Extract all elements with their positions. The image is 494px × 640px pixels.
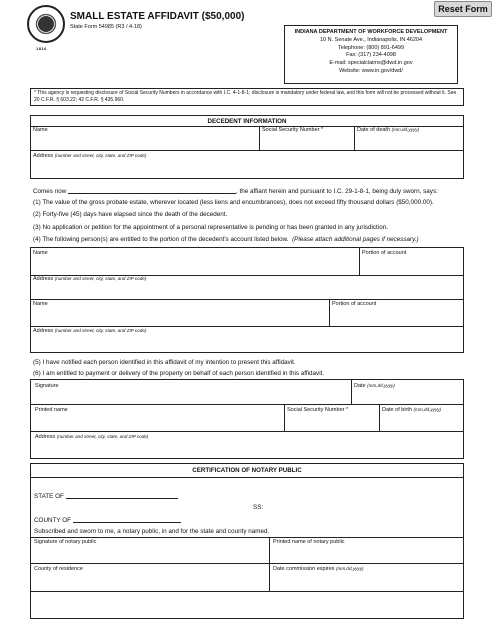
affiant-date-field[interactable]: Date (mm,dd,yyyy) bbox=[354, 383, 395, 389]
affiant-name-input[interactable] bbox=[68, 187, 236, 194]
decedent-ssn-field[interactable]: Social Security Number * bbox=[262, 127, 324, 133]
privacy-notice: * This agency is requesting disclosure of Social Security Numbers in accordance with I.C. 4-1-8-1; disclosure is mandatory under federal law, and this form will not be processed without it. See 20 C.F.R. § 603.22; 42 C.F.R. § 435.960. bbox=[30, 88, 464, 106]
comes-now-line: Comes now , the affiant herein and pursuant to I.C. 29-1-8-1, being duly sworn, says: bbox=[33, 188, 438, 195]
affiant-address-field[interactable]: Address (number and street, city, state, and ZIP code) bbox=[35, 434, 149, 440]
notary-sworn-statement: Subscribed and sworn to me, a notary public, in and for the state and county named. bbox=[34, 528, 270, 535]
person-1-name-field[interactable]: Name bbox=[33, 250, 48, 256]
affiant-section bbox=[30, 379, 464, 459]
notary-county-of-residence-field[interactable]: County of residence bbox=[34, 566, 83, 572]
form-title: SMALL ESTATE AFFIDAVIT ($50,000) bbox=[70, 11, 245, 22]
person-2-portion-field[interactable]: Portion of account bbox=[332, 301, 377, 307]
notary-section-title: CERTIFICATION OF NOTARY PUBLIC bbox=[192, 467, 302, 474]
notary-printed-name-field[interactable]: Printed name of notary public bbox=[273, 539, 345, 545]
person-2-name-field[interactable]: Name bbox=[33, 301, 48, 307]
affiant-signature-field[interactable]: Signature bbox=[35, 383, 59, 389]
agency-info-box bbox=[284, 25, 458, 84]
person-2-address-field[interactable]: Address (number and street, city, state, and ZIP code) bbox=[33, 328, 147, 334]
notary-commission-expires-field[interactable]: Date commission expires (mm,dd,yyyy) bbox=[273, 566, 364, 572]
notary-state-input[interactable] bbox=[66, 492, 178, 499]
statement-6: (6) I am entitled to payment or delivery of the property on behalf of each person identified in this affidavit. bbox=[33, 370, 325, 377]
reset-form-button[interactable]: Reset Form bbox=[434, 1, 492, 17]
agency-email: E-mail: specialclaims@dwd.in.gov bbox=[329, 60, 413, 67]
state-seal-icon bbox=[27, 5, 65, 43]
agency-website: Website: www.in.gov/dwd/ bbox=[339, 67, 403, 74]
affiant-ssn-field[interactable]: Social Security Number * bbox=[287, 407, 349, 413]
person-1-portion-field[interactable]: Portion of account bbox=[362, 250, 407, 256]
statement-4: (4) The following person(s) are entitled to the portion of the decedent's account listed below. (Please attach additional pages if necessary.) bbox=[33, 236, 419, 243]
agency-fax: Fax: (317) 234-4098 bbox=[346, 52, 396, 59]
agency-name: INDIANA DEPARTMENT OF WORKFORCE DEVELOPMENT bbox=[294, 29, 448, 35]
persons-section bbox=[30, 247, 464, 353]
statement-2: (2) Forty-five (45) days have elapsed since the death of the decedent. bbox=[33, 211, 228, 218]
notary-ss-label: SS: bbox=[253, 504, 264, 511]
notary-state-line: STATE OF bbox=[34, 492, 178, 500]
notary-section bbox=[30, 463, 464, 619]
notary-signature-field[interactable]: Signature of notary public bbox=[34, 539, 97, 545]
statement-1: (1) The value of the gross probate estate, wherever located (less liens and encumbrances), does not exceed fifty thousand dollars ($50,000.00). bbox=[33, 199, 434, 206]
decedent-address-field[interactable]: Address (number and street, city, state, and ZIP code) bbox=[33, 153, 147, 159]
decedent-date-of-death-field[interactable]: Date of death (mm,dd,yyyy) bbox=[357, 127, 420, 133]
affiant-dob-field[interactable]: Date of birth (mm,dd,yyyy) bbox=[382, 407, 442, 413]
notary-county-line: COUNTY OF bbox=[34, 516, 181, 524]
notary-county-input[interactable] bbox=[73, 516, 181, 523]
decedent-name-field[interactable]: Name bbox=[33, 127, 48, 133]
agency-telephone: Telephone: (800) 891-6499 bbox=[337, 44, 405, 51]
decedent-section-title: DECEDENT INFORMATION bbox=[207, 118, 287, 125]
decedent-section bbox=[30, 115, 464, 179]
affiant-printed-name-field[interactable]: Printed name bbox=[35, 407, 68, 413]
state-form-number: State Form 54985 (R3 / 4-18) bbox=[70, 24, 142, 30]
statement-3: (3) No application or petition for the appointment of a personal representative is pending or has been granted in any jurisdiction. bbox=[33, 224, 388, 231]
statement-5: (5) I have notified each person identified in this affidavit of my intention to present this affidavit. bbox=[33, 359, 296, 366]
agency-address: 10 N. Senate Ave., Indianapolis, IN 46204 bbox=[319, 36, 423, 43]
seal-year: 1816 bbox=[36, 46, 47, 51]
person-1-address-field[interactable]: Address (number and street, city, state, and ZIP code) bbox=[33, 276, 147, 282]
